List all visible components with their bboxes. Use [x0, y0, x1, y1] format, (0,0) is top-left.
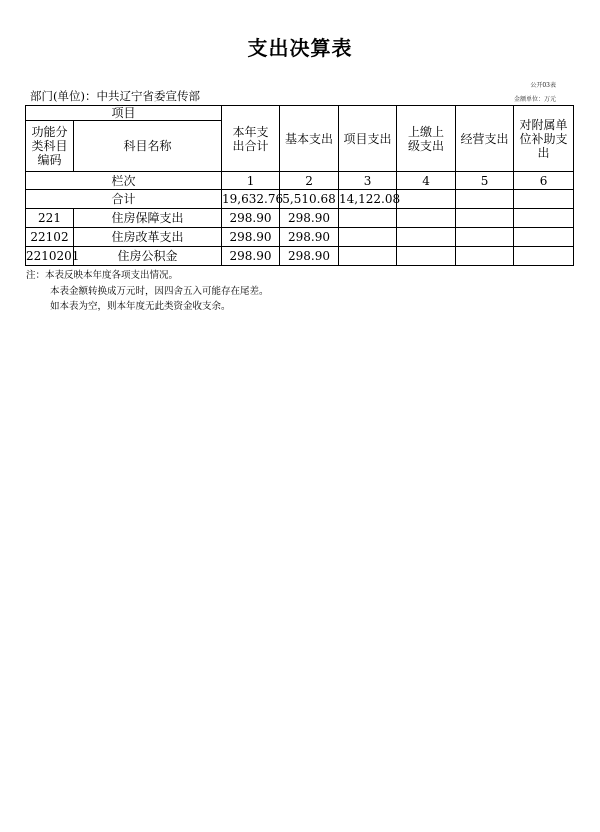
- header-business: 经营支出: [456, 106, 514, 172]
- page-title: 支出决算表: [247, 36, 353, 60]
- note-line: 本表金额转换成万元时，因四舍五入可能存在尾差。: [50, 285, 269, 297]
- note-line: 注：本表反映本年度各项支出情况。: [26, 270, 179, 281]
- column-number: 4: [397, 172, 456, 190]
- form-code: 公开03表: [530, 82, 556, 89]
- total-remit: [397, 190, 456, 209]
- header-remit: 上缴上级支出: [397, 106, 456, 172]
- header-project: 项目支出: [339, 106, 397, 172]
- total-amount: 19,632.76: [222, 190, 280, 209]
- header-total: 本年支出合计: [222, 106, 280, 172]
- total-row: [26, 190, 574, 209]
- total-label: 合计: [26, 190, 222, 209]
- row-business: [456, 209, 514, 228]
- row-basic: 298.90: [280, 228, 339, 247]
- expenditure-table: [25, 105, 574, 266]
- total-basic: 5,510.68: [280, 190, 339, 209]
- row-remit: [397, 247, 456, 266]
- header-name: 科目名称: [74, 121, 222, 172]
- row-business: [456, 228, 514, 247]
- item-group-header: 项目: [26, 106, 222, 121]
- column-number: 1: [222, 172, 280, 190]
- total-project: 14,122.08: [339, 190, 397, 209]
- row-total: 298.90: [222, 228, 280, 247]
- row-project: [339, 228, 397, 247]
- table-row: [26, 228, 574, 247]
- table-row: [26, 247, 574, 266]
- row-remit: [397, 228, 456, 247]
- column-number: 3: [339, 172, 397, 190]
- header-basic: 基本支出: [280, 106, 339, 172]
- row-total: 298.90: [222, 247, 280, 266]
- row-basic: 298.90: [280, 209, 339, 228]
- header-subsidy: 对附属单位补助支出: [514, 106, 574, 172]
- amount-unit: 金额单位：万元: [513, 96, 556, 103]
- total-business: [456, 190, 514, 209]
- total-subsidy: [514, 190, 574, 209]
- row-name: 住房保障支出: [74, 209, 222, 228]
- row-code: 2210201: [26, 247, 74, 266]
- row-subsidy: [514, 247, 574, 266]
- column-number-label: 栏次: [26, 172, 222, 190]
- table-row: [26, 209, 574, 228]
- row-remit: [397, 209, 456, 228]
- row-subsidy: [514, 228, 574, 247]
- row-subsidy: [514, 209, 574, 228]
- row-name: 住房改革支出: [74, 228, 222, 247]
- row-project: [339, 247, 397, 266]
- row-code: 221: [26, 209, 74, 228]
- row-name: 住房公积金: [74, 247, 222, 266]
- header-code: 功能分类科目编码: [26, 121, 74, 172]
- row-total: 298.90: [222, 209, 280, 228]
- note-line: 如本表为空，则本年度无此类资金收支余。: [50, 301, 231, 312]
- column-number: 6: [514, 172, 574, 190]
- row-basic: 298.90: [280, 247, 339, 266]
- column-number: 5: [456, 172, 514, 190]
- row-project: [339, 209, 397, 228]
- column-number: 2: [280, 172, 339, 190]
- row-business: [456, 247, 514, 266]
- row-code: 22102: [26, 228, 74, 247]
- footnotes: [26, 268, 269, 315]
- department-label: 部门(单位)：中共辽宁省委宣传部: [30, 89, 200, 103]
